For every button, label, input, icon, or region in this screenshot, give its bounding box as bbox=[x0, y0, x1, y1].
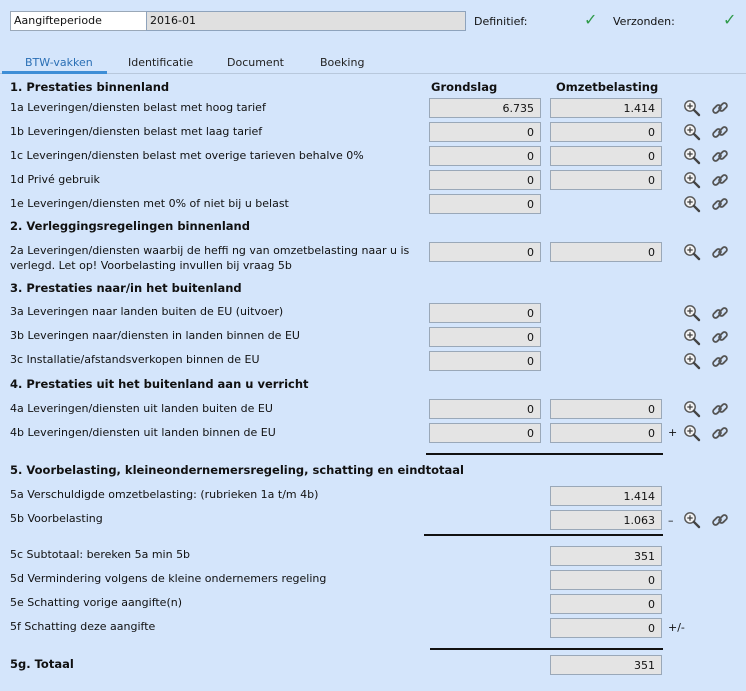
section-2-title: 2. Verleggingsregelingen binnenland bbox=[10, 219, 250, 233]
period-label: Aangifteperiode bbox=[10, 11, 147, 31]
period-field[interactable]: 2016-01 bbox=[146, 11, 466, 31]
row-2a-label-line1: 2a Leveringen/diensten waarbij de heffi ng van omzetbelasting naar u is bbox=[10, 244, 410, 257]
row-2a-label-line2: verlegd. Let op! Voorbelasting invullen bij vraag 5b bbox=[10, 259, 292, 272]
row-1d-tax-field[interactable]: 0 bbox=[550, 170, 662, 190]
section-4-title: 4. Prestaties uit het buitenland aan u verricht bbox=[10, 377, 309, 391]
row-3c-zoom-icon[interactable] bbox=[683, 352, 701, 370]
row-1e-label: 1e Leveringen/diensten met 0% of niet bij u belast bbox=[10, 197, 289, 210]
row-3a-link-icon[interactable] bbox=[711, 304, 729, 322]
tab-bar-divider bbox=[0, 73, 746, 74]
row-3b-label: 3b Leveringen naar/diensten in landen binnen de EU bbox=[10, 329, 300, 342]
row-5f-tax-field[interactable]: 0 bbox=[550, 618, 662, 638]
row-3a-label: 3a Leveringen naar landen buiten de EU (uitvoer) bbox=[10, 305, 284, 318]
row-4a-zoom-icon[interactable] bbox=[683, 400, 701, 418]
row-1a-link-icon[interactable] bbox=[711, 99, 729, 117]
row-1a-tax-field[interactable]: 1.414 bbox=[550, 98, 662, 118]
row-3a-zoom-icon[interactable] bbox=[683, 304, 701, 322]
row-5d-label: 5d Vermindering volgens de kleine ondernemers regeling bbox=[10, 572, 327, 585]
section-5-title: 5. Voorbelasting, kleineondernemersregeling, schatting en eindtotaal bbox=[10, 463, 464, 477]
definitive-label: Definitief: bbox=[474, 15, 528, 28]
row-1c-base-field[interactable]: 0 bbox=[429, 146, 541, 166]
row-5e-label: 5e Schatting vorige aangifte(n) bbox=[10, 596, 183, 609]
row-2a-link-icon[interactable] bbox=[711, 243, 729, 261]
section-3-title: 3. Prestaties naar/in het buitenland bbox=[10, 281, 242, 295]
row-3a-base-field[interactable]: 0 bbox=[429, 303, 541, 323]
row-4a-link-icon[interactable] bbox=[711, 400, 729, 418]
row-5a-label: 5a Verschuldigde omzetbelasting: (rubrieken 1a t/m 4b) bbox=[10, 488, 319, 501]
row-1e-base-field[interactable]: 0 bbox=[429, 194, 541, 214]
row-5d-tax-field[interactable]: 0 bbox=[550, 570, 662, 590]
row-4b-zoom-icon[interactable] bbox=[683, 424, 701, 442]
row-5f-operator: +/- bbox=[668, 621, 685, 634]
row-2a-tax-field[interactable]: 0 bbox=[550, 242, 662, 262]
row-1e-link-icon[interactable] bbox=[711, 195, 729, 213]
tab-boeking[interactable]: Boeking bbox=[320, 56, 365, 69]
row-1b-zoom-icon[interactable] bbox=[683, 123, 701, 141]
row-1c-link-icon[interactable] bbox=[711, 147, 729, 165]
row-5g-label: 5g. Totaal bbox=[10, 657, 74, 671]
row-1c-tax-field[interactable]: 0 bbox=[550, 146, 662, 166]
row-3c-link-icon[interactable] bbox=[711, 352, 729, 370]
row-1b-base-field[interactable]: 0 bbox=[429, 122, 541, 142]
row-3c-base-field[interactable]: 0 bbox=[429, 351, 541, 371]
row-4a-label: 4a Leveringen/diensten uit landen buiten de EU bbox=[10, 402, 273, 415]
row-1c-label: 1c Leveringen/diensten belast met overige tarieven behalve 0% bbox=[10, 149, 364, 162]
row-4b-tax-field[interactable]: 0 bbox=[550, 423, 662, 443]
row-3b-base-field[interactable]: 0 bbox=[429, 327, 541, 347]
column-header-tax: Omzetbelasting bbox=[556, 80, 659, 94]
row-5c-tax-field[interactable]: 351 bbox=[550, 546, 662, 566]
row-1b-link-icon[interactable] bbox=[711, 123, 729, 141]
tab-btw-vakken[interactable]: BTW-vakken bbox=[25, 56, 93, 69]
row-1a-base-field[interactable]: 6.735 bbox=[429, 98, 541, 118]
row-1a-zoom-icon[interactable] bbox=[683, 99, 701, 117]
row-2a-zoom-icon[interactable] bbox=[683, 243, 701, 261]
row-1d-label: 1d Privé gebruik bbox=[10, 173, 100, 186]
section-1-title: 1. Prestaties binnenland bbox=[10, 80, 170, 94]
tab-document[interactable]: Document bbox=[227, 56, 284, 69]
row-1d-base-field[interactable]: 0 bbox=[429, 170, 541, 190]
row-4b-base-field[interactable]: 0 bbox=[429, 423, 541, 443]
row-1e-zoom-icon[interactable] bbox=[683, 195, 701, 213]
tab-identificatie[interactable]: Identificatie bbox=[128, 56, 194, 69]
sum-separator-3 bbox=[430, 648, 663, 650]
row-3c-label: 3c Installatie/afstandsverkopen binnen de EU bbox=[10, 353, 260, 366]
row-1c-zoom-icon[interactable] bbox=[683, 147, 701, 165]
row-5b-label: 5b Voorbelasting bbox=[10, 512, 103, 525]
row-5f-label: 5f Schatting deze aangifte bbox=[10, 620, 156, 633]
row-3b-link-icon[interactable] bbox=[711, 328, 729, 346]
row-5g-tax-field[interactable]: 351 bbox=[550, 655, 662, 675]
sent-check-icon: ✓ bbox=[723, 10, 737, 29]
row-5b-zoom-icon[interactable] bbox=[683, 511, 701, 529]
definitive-check-icon: ✓ bbox=[584, 10, 598, 29]
row-4b-label: 4b Leveringen/diensten uit landen binnen de EU bbox=[10, 426, 276, 439]
row-4a-tax-field[interactable]: 0 bbox=[550, 399, 662, 419]
row-2a-base-field[interactable]: 0 bbox=[429, 242, 541, 262]
row-1d-zoom-icon[interactable] bbox=[683, 171, 701, 189]
row-1a-label: 1a Leveringen/diensten belast met hoog tarief bbox=[10, 101, 266, 114]
row-1b-label: 1b Leveringen/diensten belast met laag tarief bbox=[10, 125, 263, 138]
active-tab-indicator bbox=[2, 71, 107, 74]
sum-separator-2 bbox=[424, 534, 663, 536]
sent-label: Verzonden: bbox=[613, 15, 675, 28]
row-5b-link-icon[interactable] bbox=[711, 511, 729, 529]
row-4b-link-icon[interactable] bbox=[711, 424, 729, 442]
row-4a-base-field[interactable]: 0 bbox=[429, 399, 541, 419]
row-5b-tax-field[interactable]: 1.063 bbox=[550, 510, 662, 530]
row-5a-tax-field[interactable]: 1.414 bbox=[550, 486, 662, 506]
sum-separator-1 bbox=[426, 453, 663, 455]
row-1b-tax-field[interactable]: 0 bbox=[550, 122, 662, 142]
row-5c-label: 5c Subtotaal: bereken 5a min 5b bbox=[10, 548, 191, 561]
row-5b-operator: – bbox=[668, 514, 674, 527]
column-header-base: Grondslag bbox=[431, 80, 498, 94]
row-1d-link-icon[interactable] bbox=[711, 171, 729, 189]
row-4b-operator: + bbox=[668, 426, 678, 439]
row-3b-zoom-icon[interactable] bbox=[683, 328, 701, 346]
row-5e-tax-field[interactable]: 0 bbox=[550, 594, 662, 614]
